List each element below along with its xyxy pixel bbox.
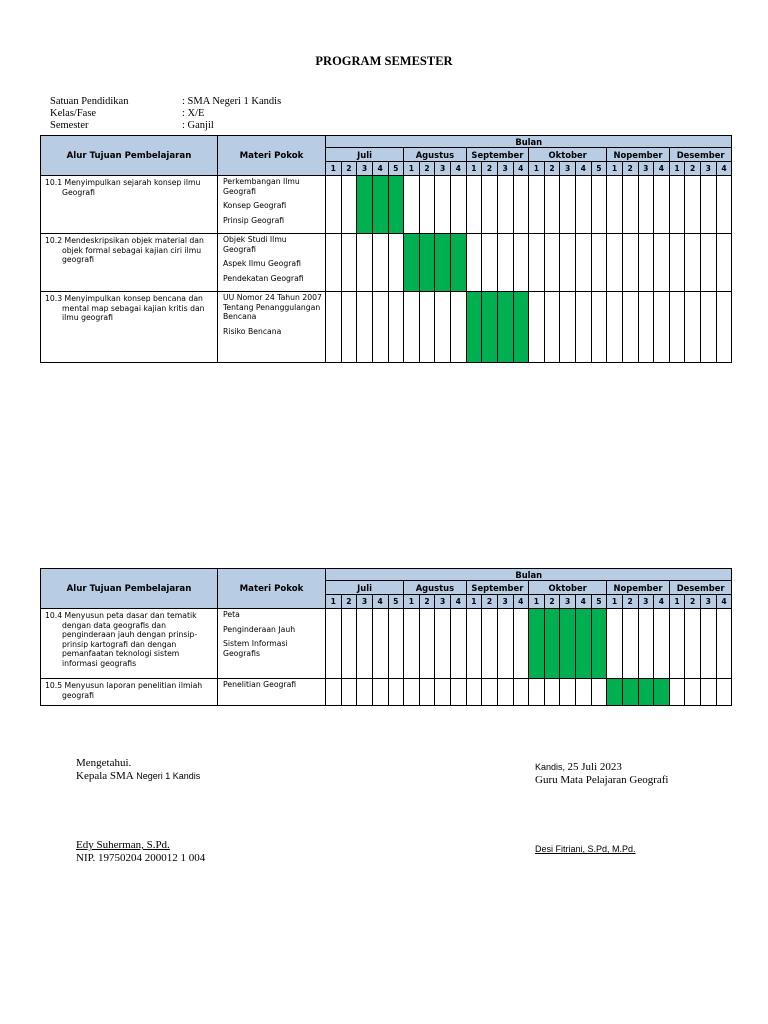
schedule-cell: [638, 176, 654, 234]
schedule-cell: [716, 609, 732, 679]
schedule-cell-active: [591, 609, 607, 679]
week-number: 4: [716, 162, 732, 176]
atp-text: 10.3 Menyimpulkan konsep bencana dan mental map sebagai kajian kritis dan ilmu geografi: [45, 294, 205, 322]
principal-role-school: Negeri 1 Kandis: [133, 771, 201, 781]
week-number: 2: [482, 162, 498, 176]
place: Kandis,: [535, 762, 568, 772]
month-header: Oktober: [529, 148, 607, 162]
info-label: Kelas/Fase: [50, 108, 97, 119]
week-number: 3: [560, 595, 576, 609]
week-number: 3: [497, 595, 513, 609]
schedule-cell: [638, 292, 654, 363]
schedule-cell: [419, 679, 435, 706]
week-number: 3: [357, 595, 373, 609]
materi-item: Prinsip Geografi: [223, 215, 285, 225]
week-number: 1: [326, 162, 342, 176]
table-row: [41, 292, 732, 363]
schedule-cell: [544, 176, 560, 234]
atp-cell: [41, 176, 218, 234]
header-materi: Materi Pokok: [218, 136, 326, 176]
header-atp: Alur Tujuan Pembelajaran: [41, 136, 218, 176]
week-number: 5: [388, 595, 404, 609]
week-number: 4: [513, 162, 529, 176]
atp-cell: [41, 234, 218, 292]
schedule-cell-active: [435, 234, 451, 292]
week-number: 3: [638, 595, 654, 609]
info-value: : X/E: [182, 108, 205, 119]
schedule-cell: [326, 292, 342, 363]
schedule-cell: [716, 234, 732, 292]
schedule-cell: [685, 292, 701, 363]
week-number: 1: [466, 162, 482, 176]
month-header: September: [466, 581, 529, 595]
schedule-cell: [372, 679, 388, 706]
schedule-cell: [701, 609, 717, 679]
schedule-cell: [326, 176, 342, 234]
schedule-cell: [435, 679, 451, 706]
schedule-cell: [326, 609, 342, 679]
schedule-cell: [466, 679, 482, 706]
month-header: Nopember: [607, 581, 670, 595]
schedule-cell: [576, 292, 592, 363]
schedule-cell: [591, 679, 607, 706]
week-number: 3: [701, 595, 717, 609]
week-number: 4: [576, 595, 592, 609]
week-number: 2: [622, 162, 638, 176]
schedule-cell: [544, 292, 560, 363]
schedule-cell: [654, 234, 670, 292]
month-header: Agustus: [404, 581, 467, 595]
schedule-cell: [341, 679, 357, 706]
schedule-cell: [544, 679, 560, 706]
schedule-cell: [451, 292, 467, 363]
materi-item: Risiko Bencana: [223, 326, 282, 336]
schedule-cell: [576, 234, 592, 292]
schedule-cell-active: [622, 679, 638, 706]
atp-text: 10.1 Menyimpulkan sejarah konsep ilmu Geografi: [45, 178, 201, 197]
week-number: 3: [701, 162, 717, 176]
atp-cell: [41, 292, 218, 363]
schedule-cell: [419, 176, 435, 234]
week-number: 5: [591, 595, 607, 609]
schedule-cell: [529, 176, 545, 234]
week-number: 1: [326, 595, 342, 609]
week-number: 4: [372, 595, 388, 609]
table-row: [41, 679, 732, 706]
schedule-cell: [482, 609, 498, 679]
schedule-cell: [482, 679, 498, 706]
schedule-cell: [607, 292, 623, 363]
week-number: 5: [591, 162, 607, 176]
header-atp: Alur Tujuan Pembelajaran: [41, 569, 218, 609]
schedule-cell: [404, 176, 420, 234]
schedule-cell: [372, 609, 388, 679]
acknowledge-text: Mengetahui.: [76, 757, 132, 769]
month-header: Juli: [326, 581, 404, 595]
week-number: 3: [560, 162, 576, 176]
week-number: 1: [529, 162, 545, 176]
schedule-cell: [419, 292, 435, 363]
info-label: Semester: [50, 120, 89, 131]
schedule-cell-active: [357, 176, 373, 234]
schedule-cell: [560, 292, 576, 363]
schedule-cell: [451, 679, 467, 706]
week-number: 3: [435, 595, 451, 609]
schedule-cell-active: [513, 292, 529, 363]
schedule-cell: [357, 234, 373, 292]
teacher-signature-block: [535, 761, 668, 856]
schedule-cell-active: [404, 234, 420, 292]
schedule-cell: [357, 292, 373, 363]
week-number: 4: [654, 162, 670, 176]
page-title: PROGRAM SEMESTER: [315, 54, 453, 68]
week-number: 4: [451, 595, 467, 609]
month-header: Oktober: [529, 581, 607, 595]
week-number: 4: [654, 595, 670, 609]
schedule-table-1: [40, 135, 732, 363]
schedule-cell: [482, 176, 498, 234]
week-number: 4: [576, 162, 592, 176]
schedule-cell: [372, 234, 388, 292]
schedule-cell: [544, 234, 560, 292]
teacher-name: Desi Fitriani, S.Pd, M.Pd.: [535, 844, 636, 854]
atp-cell: [41, 679, 218, 706]
schedule-cell: [560, 176, 576, 234]
materi-item: Sistem Informasi Geografis: [223, 639, 288, 658]
schedule-cell: [372, 292, 388, 363]
schedule-cell: [576, 176, 592, 234]
schedule-cell: [341, 292, 357, 363]
schedule-cell: [685, 609, 701, 679]
schedule-cell: [341, 176, 357, 234]
week-number: 2: [685, 162, 701, 176]
schedule-cell: [357, 609, 373, 679]
week-number: 1: [669, 162, 685, 176]
schedule-cell-active: [607, 679, 623, 706]
schedule-cell: [435, 292, 451, 363]
month-header: Agustus: [404, 148, 467, 162]
week-number: 3: [638, 162, 654, 176]
schedule-cell: [669, 679, 685, 706]
schedule-cell-active: [466, 292, 482, 363]
week-number: 2: [622, 595, 638, 609]
schedule-cell: [591, 176, 607, 234]
week-number: 1: [466, 595, 482, 609]
schedule-cell: [654, 609, 670, 679]
date: 25 Juli 2023: [567, 761, 622, 773]
month-header: Nopember: [607, 148, 670, 162]
schedule-cell: [669, 609, 685, 679]
schedule-cell-active: [638, 679, 654, 706]
schedule-cell: [607, 609, 623, 679]
week-number: 5: [388, 162, 404, 176]
schedule-cell: [513, 679, 529, 706]
schedule-cell: [716, 176, 732, 234]
table-row: [41, 176, 732, 234]
week-number: 2: [544, 162, 560, 176]
schedule-cell: [513, 609, 529, 679]
schedule-cell: [591, 292, 607, 363]
header-bulan: Bulan: [326, 569, 732, 581]
principal-role: [76, 770, 205, 783]
week-number: 4: [372, 162, 388, 176]
schedule-cell: [357, 679, 373, 706]
schedule-cell: [497, 234, 513, 292]
schedule-cell-active: [576, 609, 592, 679]
school-info: [50, 96, 281, 132]
week-number: 3: [497, 162, 513, 176]
month-header: Juli: [326, 148, 404, 162]
materi-cell: [218, 292, 326, 363]
schedule-cell-active: [560, 609, 576, 679]
schedule-cell: [451, 176, 467, 234]
place-date: [535, 761, 668, 774]
schedule-cell: [638, 609, 654, 679]
schedule-cell-active: [388, 176, 404, 234]
schedule-cell: [716, 292, 732, 363]
schedule-table-2: [40, 568, 732, 706]
week-number: 1: [607, 595, 623, 609]
week-number: 1: [607, 162, 623, 176]
schedule-cell: [701, 679, 717, 706]
info-row-school: [50, 96, 281, 108]
schedule-cell: [326, 679, 342, 706]
schedule-cell-active: [372, 176, 388, 234]
schedule-cell-active: [654, 679, 670, 706]
week-number: 1: [404, 595, 420, 609]
materi-cell: [218, 176, 326, 234]
schedule-cell: [435, 609, 451, 679]
schedule-cell: [622, 609, 638, 679]
materi-cell: [218, 609, 326, 679]
materi-item: Perkembangan Ilmu Geografi: [223, 177, 300, 196]
week-number: 2: [341, 162, 357, 176]
header-materi: Materi Pokok: [218, 569, 326, 609]
schedule-cell: [404, 679, 420, 706]
week-number: 3: [435, 162, 451, 176]
schedule-cell: [622, 176, 638, 234]
schedule-cell: [404, 609, 420, 679]
schedule-cell: [341, 609, 357, 679]
schedule-cell-active: [451, 234, 467, 292]
schedule-cell: [591, 234, 607, 292]
schedule-cell: [685, 234, 701, 292]
schedule-cell: [529, 292, 545, 363]
table-row: [41, 609, 732, 679]
schedule-cell: [404, 292, 420, 363]
schedule-cell: [716, 679, 732, 706]
schedule-cell-active: [544, 609, 560, 679]
materi-item: Penelitian Geografi: [223, 680, 297, 689]
schedule-cell-active: [482, 292, 498, 363]
schedule-cell: [341, 234, 357, 292]
week-number: 2: [482, 595, 498, 609]
schedule-cell: [326, 234, 342, 292]
schedule-cell: [497, 176, 513, 234]
info-row-class: [50, 108, 281, 120]
week-number: 2: [419, 595, 435, 609]
materi-item: Objek Studi Ilmu Geografi: [223, 235, 287, 254]
materi-item: Aspek Ilmu Geografi: [223, 259, 301, 268]
header-row-bulan: [41, 136, 732, 148]
materi-cell: [218, 234, 326, 292]
header-bulan: Bulan: [326, 136, 732, 148]
schedule-cell: [701, 234, 717, 292]
month-header: Desember: [669, 148, 732, 162]
materi-item: Konsep Geografi: [223, 201, 287, 210]
atp-cell: [41, 609, 218, 679]
schedule-cell: [466, 176, 482, 234]
week-number: 1: [529, 595, 545, 609]
atp-text: 10.4 Menyusun peta dasar dan tematik dengan data geografis dan penginderaan jauh dengan prinsip-prinsip kartografi dan dengan pemanfaatan teknologi sistem informasi geografis: [45, 611, 198, 668]
week-number: 1: [404, 162, 420, 176]
schedule-cell: [466, 234, 482, 292]
info-label: Satuan Pendidikan: [50, 96, 129, 107]
week-number: 4: [716, 595, 732, 609]
schedule-cell: [654, 292, 670, 363]
schedule-cell: [654, 176, 670, 234]
schedule-cell: [560, 679, 576, 706]
schedule-cell: [529, 679, 545, 706]
month-header: Desember: [669, 581, 732, 595]
info-value: : SMA Negeri 1 Kandis: [182, 96, 282, 107]
schedule-cell: [576, 679, 592, 706]
schedule-cell: [638, 234, 654, 292]
schedule-cell: [497, 609, 513, 679]
schedule-cell: [529, 234, 545, 292]
principal-nip: NIP. 19750204 200012 1 004: [76, 852, 206, 864]
week-number: 3: [357, 162, 373, 176]
month-header: September: [466, 148, 529, 162]
materi-item: Penginderaan Jauh: [223, 624, 296, 634]
schedule-cell: [685, 176, 701, 234]
week-number: 2: [544, 595, 560, 609]
schedule-cell: [482, 234, 498, 292]
schedule-cell: [701, 176, 717, 234]
atp-text: 10.2 Mendeskripsikan objek material dan objek formal sebagai kajian ciri ilmu geografi: [45, 236, 204, 264]
schedule-cell-active: [529, 609, 545, 679]
materi-item: Pendekatan Geografi: [223, 273, 304, 283]
week-number: 1: [669, 595, 685, 609]
schedule-cell: [685, 679, 701, 706]
schedule-cell-active: [497, 292, 513, 363]
schedule-cell: [669, 234, 685, 292]
schedule-cell: [388, 609, 404, 679]
schedule-cell: [622, 292, 638, 363]
materi-item: UU Nomor 24 Tahun 2007 Tentang Penanggulangan Bencana: [223, 293, 322, 321]
materi-cell: [218, 679, 326, 706]
week-number: 2: [341, 595, 357, 609]
week-number: 2: [419, 162, 435, 176]
info-value: : Ganjil: [182, 120, 214, 131]
principal-signature-block: [76, 757, 205, 865]
materi-item: Peta: [223, 610, 240, 619]
week-number: 4: [451, 162, 467, 176]
schedule-cell: [622, 234, 638, 292]
info-row-semester: [50, 120, 281, 132]
schedule-cell: [451, 609, 467, 679]
schedule-cell: [607, 234, 623, 292]
schedule-cell: [388, 292, 404, 363]
schedule-cell: [388, 679, 404, 706]
atp-text: 10.5 Menyusun laporan penelitian ilmiah geografi: [45, 681, 203, 700]
week-number: 4: [513, 595, 529, 609]
schedule-cell: [607, 176, 623, 234]
schedule-cell: [560, 234, 576, 292]
schedule-cell: [388, 234, 404, 292]
schedule-cell: [513, 234, 529, 292]
schedule-cell: [419, 609, 435, 679]
principal-name: Edy Suherman, S.Pd.: [76, 839, 170, 851]
table-row: [41, 234, 732, 292]
schedule-cell: [497, 679, 513, 706]
week-number: 2: [685, 595, 701, 609]
schedule-cell: [435, 176, 451, 234]
header-row-bulan: [41, 569, 732, 581]
schedule-cell-active: [419, 234, 435, 292]
schedule-cell: [669, 292, 685, 363]
schedule-cell: [669, 176, 685, 234]
teacher-role: Guru Mata Pelajaran Geografi: [535, 774, 669, 786]
schedule-cell: [466, 609, 482, 679]
schedule-cell: [513, 176, 529, 234]
principal-role-main: Kepala SMA: [76, 770, 134, 782]
schedule-cell: [701, 292, 717, 363]
